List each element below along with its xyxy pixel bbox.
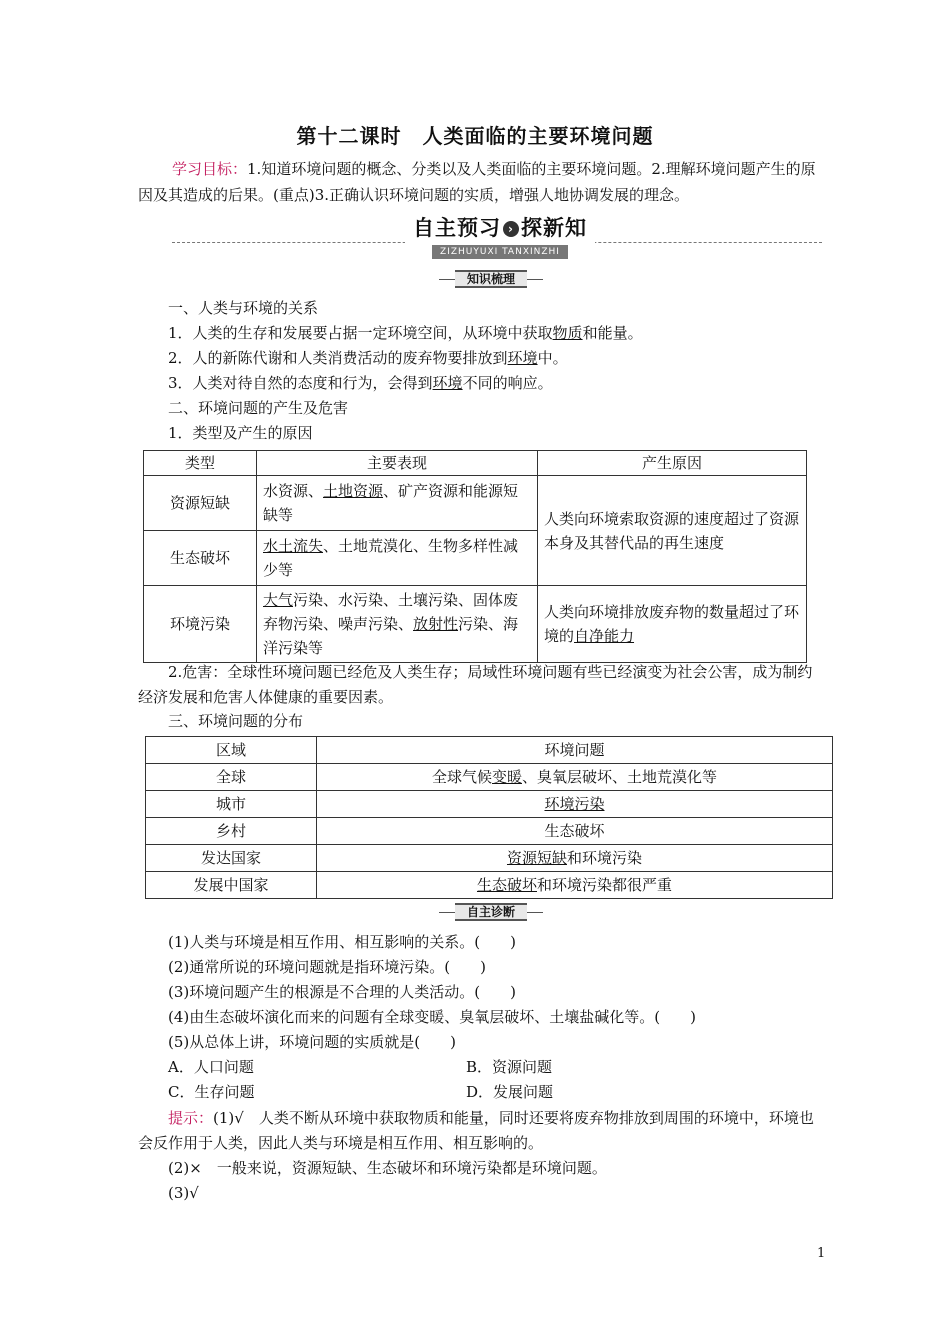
table-cell: 全球气候变暖、臭氧层破坏、土地荒漠化等 — [317, 764, 833, 791]
quiz-option-a: A．人口问题 — [168, 1058, 254, 1076]
hint-2: (2)× 一般来说，资源短缺、生态破坏和环境污染都是环境问题。 — [168, 1159, 607, 1177]
part3-heading: 三、环境问题的分布 — [168, 712, 304, 730]
page-title: 第十二课时 人类面临的主要环境问题 — [296, 124, 654, 148]
table-row — [146, 791, 833, 818]
quiz-option-d: D．发展问题 — [466, 1083, 554, 1101]
table-cell: 水土流失、土地荒漠化、生物多样性减少等 — [257, 531, 538, 586]
quiz-option-b: B．资源问题 — [466, 1058, 553, 1076]
goals-text: 1.知道环境问题的概念、分类以及人类面临的主要环境问题。2.理解环境问题产生的原因及其造成的后果。(重点)3.正确认识环境问题的实质，增强人地协调发展的理念。 — [138, 160, 816, 204]
part1-item-2: 2．人的新陈代谢和人类消费活动的废弃物要排放到环境中。 — [168, 349, 568, 367]
part1-heading: 一、人类与环境的关系 — [168, 299, 319, 317]
part1-item-3: 3．人类对待自然的态度和行为，会得到环境不同的响应。 — [168, 374, 553, 392]
badge-knowledge-label: 知识梳理 — [455, 270, 527, 288]
table-header-cell: 类型 — [144, 451, 257, 476]
table-cell: 人类向环境索取资源的速度超过了资源本身及其替代品的再生速度 — [538, 476, 807, 586]
quiz-item-2: (2)通常所说的环境问题就是指环境污染。( ) — [168, 958, 486, 976]
table-cell: 全球 — [146, 764, 317, 791]
table-row — [146, 845, 833, 872]
page-number: 1 — [817, 1246, 826, 1261]
table-header-cell: 环境问题 — [317, 737, 833, 764]
table-cell: 人类向环境排放废弃物的数量超过了环境的自净能力 — [538, 586, 807, 663]
table-cell: 环境污染 — [317, 791, 833, 818]
table-cell: 城市 — [146, 791, 317, 818]
table-header-row — [144, 451, 807, 476]
table-cell: 发达国家 — [146, 845, 317, 872]
hint-3: (3)√ — [168, 1184, 199, 1202]
badge-diagnose — [436, 903, 546, 921]
quiz-item-1: (1)人类与环境是相互作用、相互影响的关系。( ) — [168, 933, 516, 951]
part2-sub-1: 1．类型及产生的原因 — [168, 424, 313, 442]
quiz-item-3: (3)环境问题产生的根源是不合理的人类活动。( ) — [168, 983, 516, 1001]
table-cell: 生态破坏和环境污染都很严重 — [317, 872, 833, 899]
table-cell: 生态破坏 — [144, 531, 257, 586]
banner-arrow-icon: › — [503, 221, 519, 237]
banner-box — [405, 216, 595, 258]
table-row — [144, 476, 807, 531]
quiz-item-4: (4)由生态破坏演化而来的问题有全球变暖、臭氧层破坏、土壤盐碱化等。( ) — [168, 1008, 696, 1026]
learning-goals — [138, 156, 818, 208]
table-row — [146, 872, 833, 899]
goals-label: 学习目标： — [172, 160, 248, 178]
table-header-cell: 产生原因 — [538, 451, 807, 476]
table-cell: 大气污染、水污染、土壤污染、固体废弃物污染、噪声污染、放射性污染、海洋污染等 — [257, 586, 538, 663]
table-header-row — [146, 737, 833, 764]
harm-paragraph: 2.危害：全球性环境问题已经危及人类生存；局域性环境问题有些已经演变为社会公害，成为制约经济发展和危害人体健康的重要因素。 — [138, 663, 813, 706]
table-row — [146, 764, 833, 791]
table-cell: 环境污染 — [144, 586, 257, 663]
quiz-option-c: C．生存问题 — [168, 1083, 255, 1101]
table-row — [144, 586, 807, 663]
table-cell: 资源短缺 — [144, 476, 257, 531]
badge-knowledge — [436, 270, 546, 288]
banner-title-2: 探新知 — [521, 216, 587, 240]
types-table — [143, 450, 807, 663]
hint-label: 提示： — [168, 1109, 214, 1127]
banner-title-1: 自主预习 — [413, 216, 501, 240]
part1-item-1: 1．人类的生存和发展要占据一定环境空间，从环境中获取物质和能量。 — [168, 324, 643, 342]
table-cell: 资源短缺和环境污染 — [317, 845, 833, 872]
table-cell: 水资源、土地资源、矿产资源和能源短缺等 — [257, 476, 538, 531]
distribution-table — [145, 736, 833, 899]
table-cell: 生态破坏 — [317, 818, 833, 845]
table-header-cell: 区域 — [146, 737, 317, 764]
badge-diagnose-label: 自主诊断 — [455, 903, 527, 921]
banner-subtitle: ZIZHUYUXI TANXINZHI — [432, 245, 568, 259]
table-cell: 乡村 — [146, 818, 317, 845]
section-banner — [0, 212, 950, 257]
table-row — [146, 818, 833, 845]
hint-1: 提示：(1)√ 人类不断从环境中获取物质和能量，同时还要将废弃物排放到周围的环境中，环境也会反作用于人类，因此人类与环境是相互作用、相互影响的。 — [138, 1109, 814, 1152]
table-cell: 发展中国家 — [146, 872, 317, 899]
quiz-item-5: (5)从总体上讲，环境问题的实质就是( ) — [168, 1033, 456, 1051]
part2-heading: 二、环境问题的产生及危害 — [168, 399, 349, 417]
table-header-cell: 主要表现 — [257, 451, 538, 476]
